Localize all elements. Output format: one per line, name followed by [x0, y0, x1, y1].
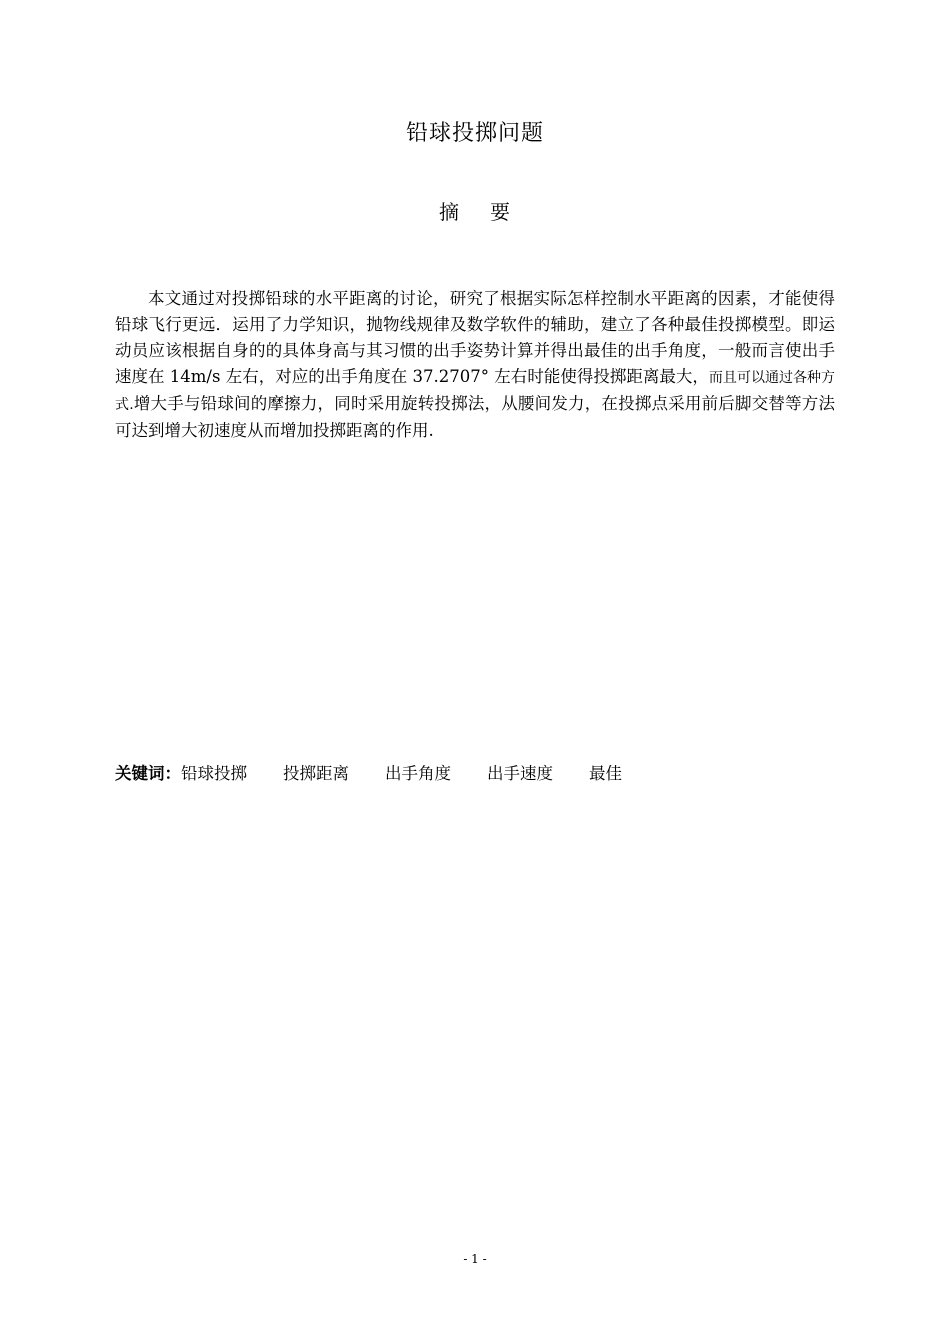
abstract-text-part-1: 本文通过对投掷铅球的水平距离的讨论，研究了根据实际怎样控制水平距离的因素，才能使得铅球飞行更远．运用了力学知识，抛物线规律及数学软件的辅助，建立了各种最佳投掷模型。即运动员应该根据自身的的具体身高与其习惯的出手姿势计算并得出最佳的出手角度，一般而言使出手速度在 14m/s 左右，对应的出手角度在 37.2707° 左右时能使得投掷距离最大， [115, 289, 835, 386]
keyword-1: 铅球投掷 [181, 764, 247, 783]
page-number: - 1 - [463, 1252, 487, 1266]
abstract-heading-char-2: 要 [490, 200, 511, 224]
abstract-heading-char-1: 摘 [439, 200, 460, 224]
keyword-2: 投掷距离 [283, 764, 349, 783]
abstract-paragraph [115, 286, 835, 444]
keyword-4: 出手速度 [487, 764, 553, 783]
abstract-text-part-3: 增大手与铅球间的摩擦力，同时采用旋转投掷法，从腰间发力，在投掷点采用前后脚交替等方法可达到增大初速度从而增加投掷距离的作用. [115, 394, 836, 440]
abstract-heading [0, 196, 950, 225]
keyword-3: 出手角度 [385, 764, 451, 783]
document-title: 铅球投掷问题 [405, 121, 544, 146]
keyword-5: 最佳 [589, 764, 622, 783]
keywords-line [115, 760, 658, 784]
abstract-text-part-2: 而且可以通过各种方式. [115, 370, 835, 413]
keywords-label: 关键词： [115, 764, 181, 783]
